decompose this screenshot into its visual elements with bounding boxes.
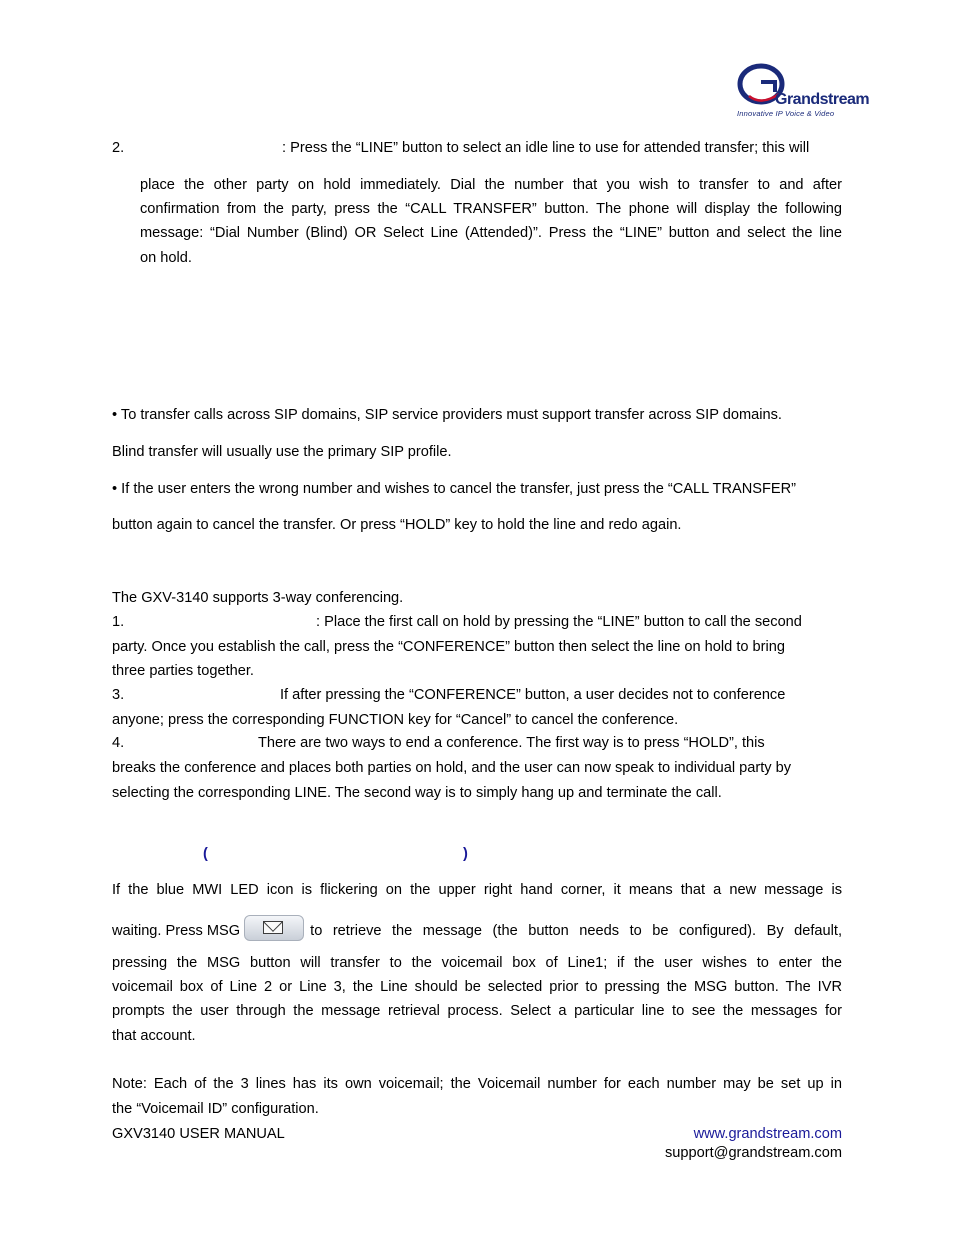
logo-mark-icon (737, 60, 870, 110)
paragraph-line: confirmation from the party, press the “CALL TRANSFER” button. The phone will display the following (140, 201, 842, 217)
list-number: 3. (112, 687, 125, 703)
list-number: 2. (112, 140, 125, 156)
list-number: 1. (112, 614, 125, 630)
paragraph-line: : Press the “LINE” button to select an idle line to use for attended transfer; this will (282, 140, 810, 156)
paragraph-line: : Place the first call on hold by pressing the “LINE” button to call the second (316, 614, 802, 630)
paragraph-line: party. Once you establish the call, press the “CONFERENCE” button then select the line on hold to bring (112, 639, 786, 655)
heading-paren-open: ( (203, 846, 208, 862)
paragraph-text: waiting. Press MSG (112, 923, 241, 939)
paragraph-line: If after pressing the “CONFERENCE” button, a user decides not to conference (280, 687, 786, 703)
paragraph-line: There are two ways to end a conference. The first way is to press “HOLD”, this (258, 735, 765, 751)
note-line: button again to cancel the transfer. Or press “HOLD” key to hold the line and redo again. (112, 517, 682, 533)
grandstream-logo (737, 60, 870, 120)
note-line: Blind transfer will usually use the primary SIP profile. (112, 444, 452, 460)
logo-brand: Grandstream (775, 91, 870, 108)
paragraph-line: voicemail box of Line 2 or Line 3, the Line should be selected prior to pressing the MSG button. The IVR (112, 979, 842, 995)
paragraph-line: If the blue MWI LED icon is flickering on the upper right hand corner, it means that a new message is (112, 882, 842, 898)
footer-manual-title: GXV3140 USER MANUAL (112, 1126, 285, 1142)
logo-tagline: Innovative IP Voice & Video (737, 109, 835, 118)
heading-paren-close: ) (463, 846, 468, 862)
paragraph-line: prompts the user through the message retrieval process. Select a particular line to see the messages for (112, 1003, 842, 1019)
msg-button[interactable] (244, 915, 304, 941)
paragraph-line: pressing the MSG button will transfer to the voicemail box of Line1; if the user wishes to enter the (112, 955, 842, 971)
paragraph-line: that account. (112, 1028, 196, 1044)
paragraph-line: selecting the corresponding LINE. The second way is to simply hang up and terminate the call. (112, 785, 722, 801)
note-line: • If the user enters the wrong number and wishes to cancel the transfer, just press the “CALL TRANSFER” (112, 481, 797, 497)
paragraph-line: anyone; press the corresponding FUNCTION key for “Cancel” to cancel the conference. (112, 712, 679, 728)
footer-email[interactable]: support@grandstream.com (664, 1145, 842, 1161)
note-line: • To transfer calls across SIP domains, SIP service providers must support transfer across SIP domains. (112, 407, 782, 423)
paragraph-line: three parties together. (112, 663, 254, 679)
paragraph-line-with-icon (112, 918, 842, 944)
envelope-icon (263, 921, 283, 934)
paragraph-line: message: “Dial Number (Blind) OR Select Line (Attended)”. Press the “LINE” button and select the line (140, 225, 842, 241)
conference-intro: The GXV-3140 supports 3-way conferencing. (112, 590, 404, 606)
paragraph-line: on hold. (140, 250, 192, 266)
footer-website-link[interactable]: www.grandstream.com (693, 1126, 842, 1142)
note-line: the “Voicemail ID” configuration. (112, 1101, 319, 1117)
paragraph-line: place the other party on hold immediately. Dial the number that you wish to transfer to and after (140, 177, 842, 193)
note-line: Note: Each of the 3 lines has its own voicemail; the Voicemail number for each number may be set up in (112, 1076, 842, 1092)
list-number: 4. (112, 735, 125, 751)
paragraph-line: breaks the conference and places both parties on hold, and the user can now speak to individual party by (112, 760, 792, 776)
paragraph-text: to retrieve the message (the button needs to be configured). By default, (310, 923, 842, 939)
